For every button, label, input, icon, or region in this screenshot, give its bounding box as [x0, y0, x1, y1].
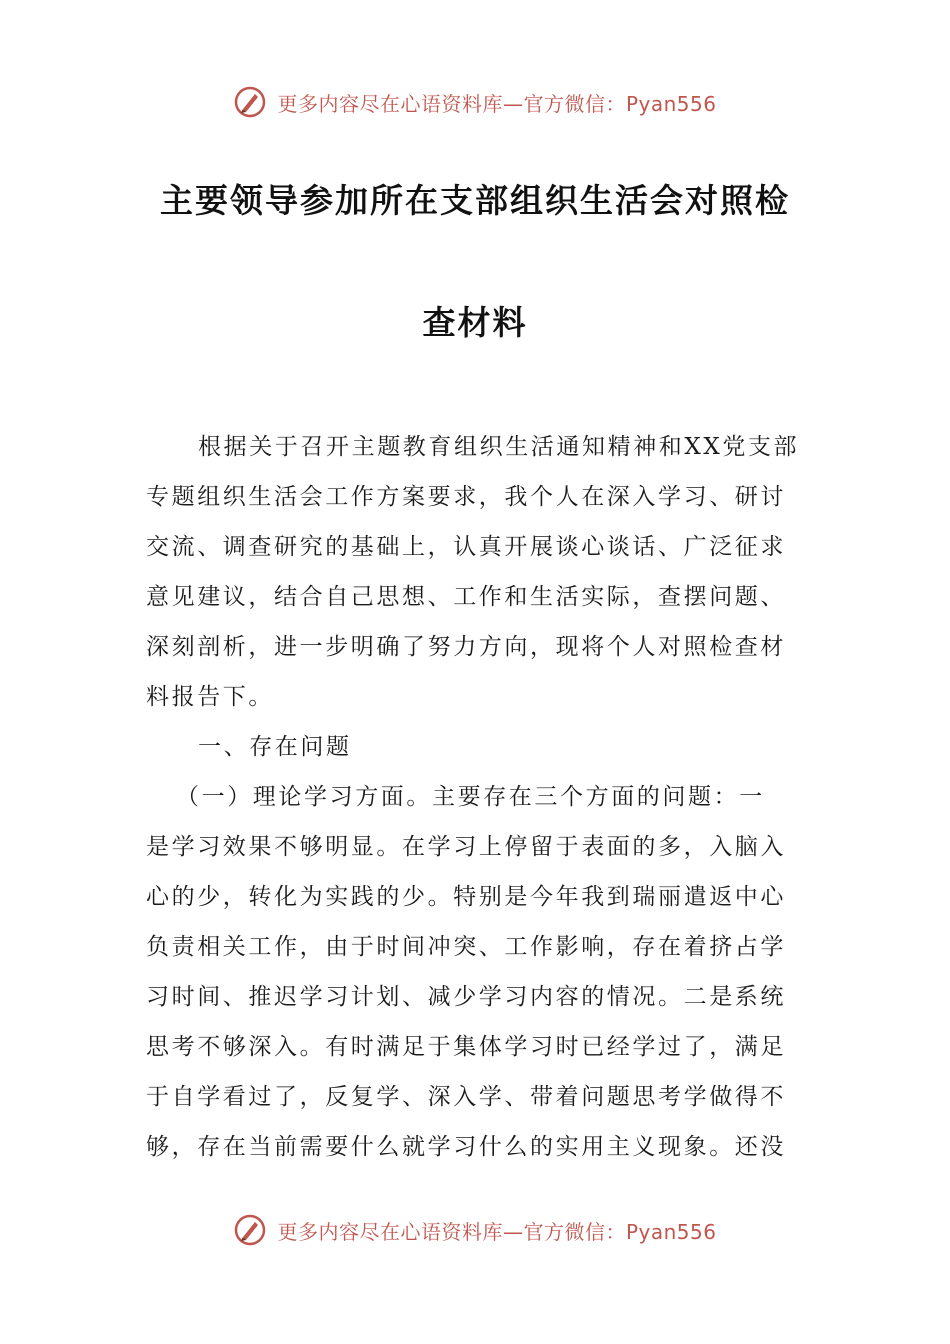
document-body [146, 422, 808, 1172]
body-line: 料报告下。 [146, 684, 274, 710]
body-line: 交流、调查研究的基础上，认真开展谈心谈话、广泛征求 [146, 534, 786, 560]
body-line: 负责相关工作，由于时间冲突、工作影响，存在着挤占学 [146, 934, 786, 960]
watermark-text: 更多内容尽在心语资料库—官方微信：Pyan556 [277, 91, 717, 116]
pen-logo-icon [233, 85, 267, 119]
watermark-text: 更多内容尽在心语资料库—官方微信：Pyan556 [277, 1219, 717, 1244]
body-line: 意见建议，结合自己思想、工作和生活实际，查摆问题、 [146, 584, 786, 610]
body-line: 是学习效果不够明显。在学习上停留于表面的多，入脑入 [146, 834, 786, 860]
document-title-line-1: 主要领导参加所在支部组织生活会对照检 [160, 181, 790, 220]
body-line: 于自学看过了，反复学、深入学、带着问题思考学做得不 [146, 1084, 786, 1110]
body-line: 习时间、推迟学习计划、减少学习内容的情况。二是系统 [146, 984, 786, 1010]
body-line: 够，存在当前需要什么就学习什么的实用主义现象。还没 [146, 1134, 786, 1160]
body-line: 深刻剖析，进一步明确了努力方向，现将个人对照检查材 [146, 634, 786, 660]
pen-logo-icon [233, 1213, 267, 1247]
body-line: 专题组织生活会工作方案要求，我个人在深入学习、研讨 [146, 484, 786, 510]
body-line: 心的少，转化为实践的少。特别是今年我到瑞丽遣返中心 [146, 884, 786, 910]
watermark-footer [0, 1210, 950, 1250]
body-line: 思考不够深入。有时满足于集体学习时已经学过了，满足 [146, 1034, 786, 1060]
watermark-header [0, 82, 950, 122]
section-heading: 一、存在问题 [198, 734, 352, 760]
body-line: 根据关于召开主题教育组织生活通知精神和XX党支部 [198, 434, 800, 460]
document-title-line-2: 查材料 [422, 303, 528, 342]
subsection-heading: （一）理论学习方面。主要存在三个方面的问题：一 [176, 784, 765, 810]
